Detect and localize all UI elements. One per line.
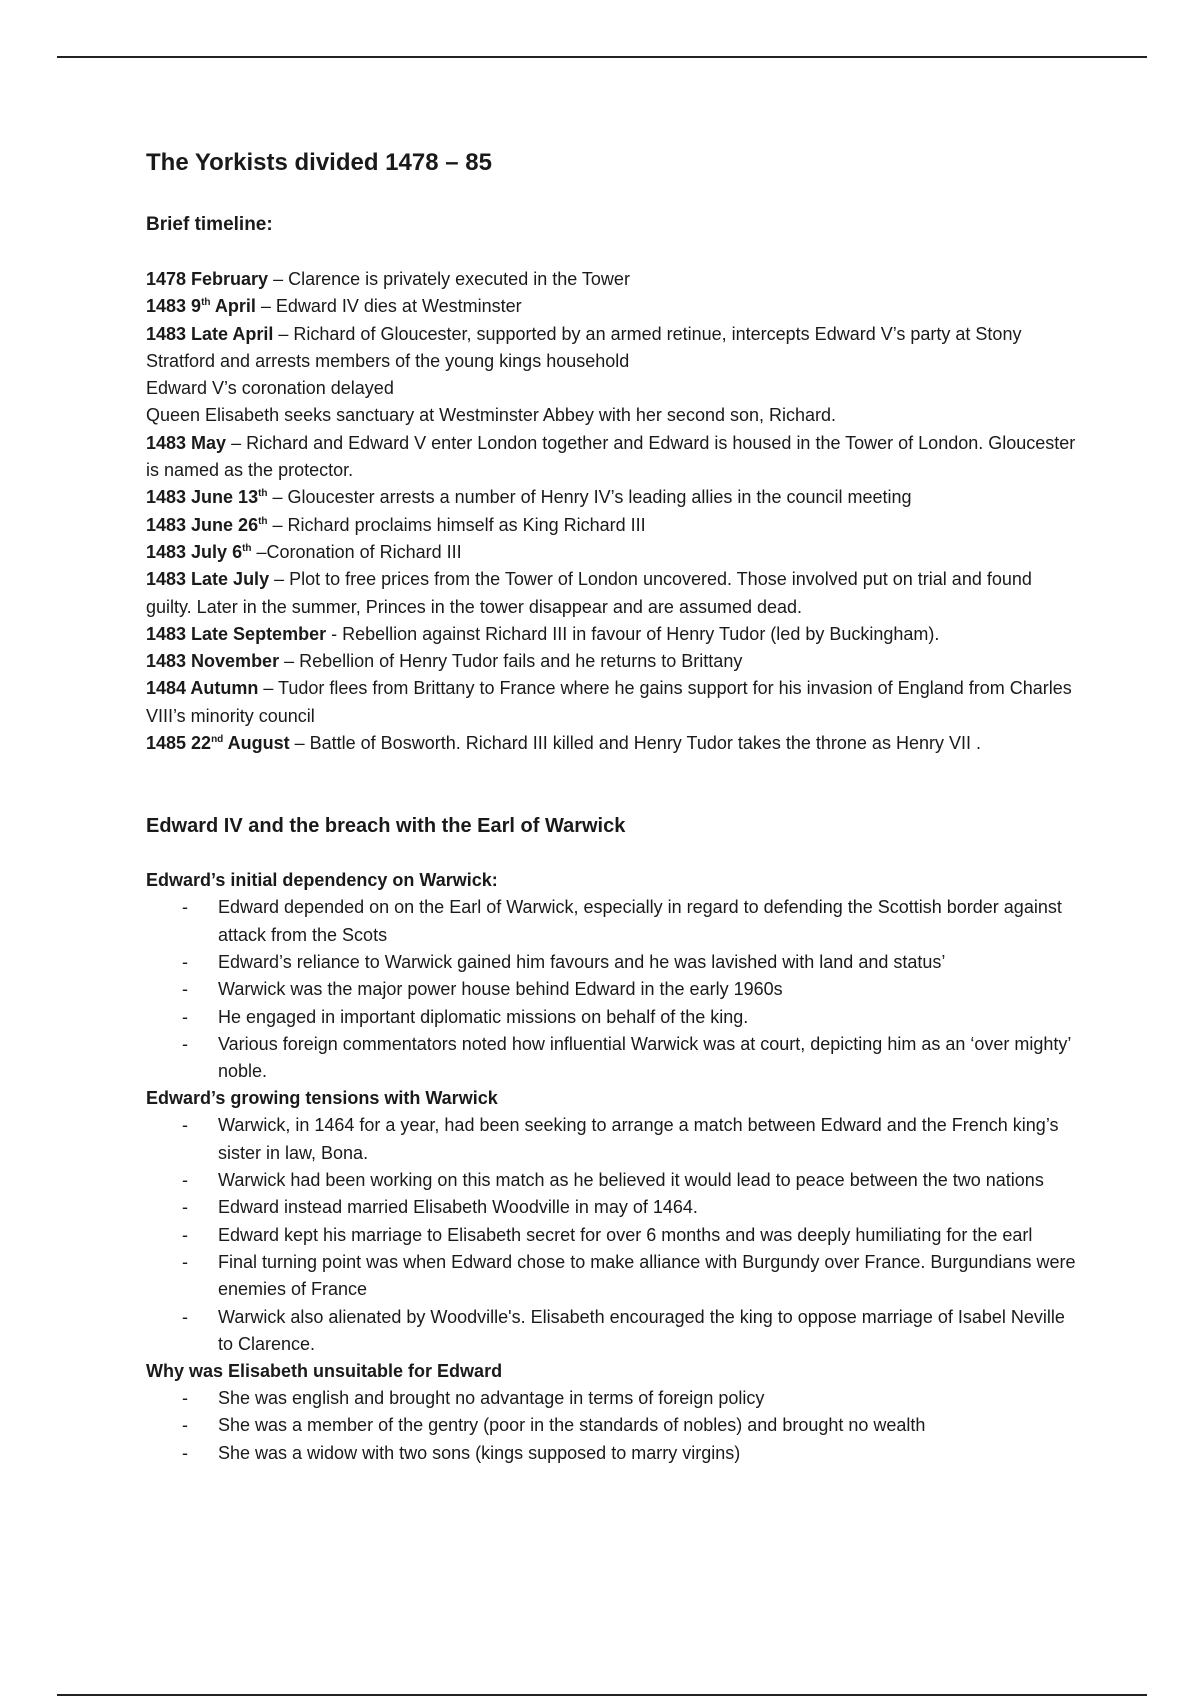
timeline-date: 1483 9th April	[146, 296, 256, 317]
timeline-entry	[146, 430, 1076, 485]
timeline-entry	[146, 484, 1076, 511]
timeline-heading: Brief timeline:	[146, 214, 273, 235]
timeline-entry	[146, 321, 1076, 376]
subsection-elisabeth-unsuitable	[146, 1358, 1076, 1467]
list-item: - Final turning point was when Edward chose to make alliance with Burgundy over France. Burgundians were enemies of France	[218, 1249, 1076, 1304]
timeline-text: – Clarence is privately executed in the Tower	[268, 269, 630, 289]
timeline-entry	[146, 512, 1076, 539]
list-item: - He engaged in important diplomatic missions on behalf of the king.	[218, 1004, 1076, 1031]
timeline-text: – Richard and Edward V enter London together and Edward is housed in the Tower of London. Gloucester is named as the protector.	[146, 432, 1076, 481]
list-item: - Edward kept his marriage to Elisabeth secret for over 6 months and was deeply humiliating for the earl	[218, 1222, 1076, 1249]
timeline-text: – Tudor flees from Brittany to France where he gains support for his invasion of England from Charles VIII’s minority council	[146, 678, 1072, 726]
timeline-date: 1483 June 26th	[146, 514, 268, 535]
timeline-entry	[146, 730, 1076, 757]
header-rule	[57, 56, 1147, 58]
timeline-entry	[146, 566, 1076, 621]
subsection-initial-dependency	[146, 867, 1076, 1085]
list-item: - Warwick had been working on this match as he believed it would lead to peace between the two nations	[218, 1167, 1076, 1194]
timeline-date: 1483 Late July	[146, 569, 270, 590]
list-item: - She was a member of the gentry (poor in the standards of nobles) and brought no wealth	[218, 1412, 1076, 1439]
section-title: Edward IV and the breach with the Earl of Warwick	[146, 815, 626, 838]
footer-rule	[57, 1694, 1147, 1696]
timeline-date: 1485 22nd August	[146, 733, 290, 754]
timeline-entry	[146, 375, 1076, 402]
timeline-text: – Plot to free prices from the Tower of London uncovered. Those involved put on trial and found guilty. Later in the summer, Princes in the tower disappear and are assumed dead.	[146, 569, 1032, 617]
document-body	[146, 146, 1076, 1467]
timeline-date: 1483 November	[146, 651, 280, 672]
timeline-text: – Richard proclaims himself as King Richard III	[267, 514, 646, 535]
list-item: - Various foreign commentators noted how influential Warwick was at court, depicting him as an ‘over mighty’ noble.	[218, 1031, 1076, 1086]
timeline-date: 1483 July 6th	[146, 541, 252, 562]
list-item: - Edward’s reliance to Warwick gained him favours and he was lavished with land and status’	[218, 949, 1076, 976]
subsection-heading: Why was Elisabeth unsuitable for Edward	[146, 1361, 503, 1382]
timeline-entry	[146, 293, 1076, 320]
list-item: - She was a widow with two sons (kings supposed to marry virgins)	[218, 1440, 1076, 1467]
timeline-text: Queen Elisabeth seeks sanctuary at Westminster Abbey with her second son, Richard.	[146, 405, 837, 426]
timeline-text: – Edward IV dies at Westminster	[255, 296, 522, 317]
timeline-text: Edward V’s coronation delayed	[146, 378, 394, 399]
timeline-text: - Rebellion against Richard III in favour of Henry Tudor (led by Buckingham).	[326, 623, 940, 644]
timeline	[146, 266, 1076, 757]
list-item: - Edward depended on on the Earl of Warwick, especially in regard to defending the Scottish border against attack from the Scots	[218, 894, 1076, 949]
list-item: - Warwick also alienated by Woodville's. Elisabeth encouraged the king to oppose marriage of Isabel Neville to Clarence.	[218, 1304, 1076, 1359]
timeline-entry	[146, 539, 1076, 566]
timeline-date: 1483 May	[146, 432, 227, 453]
list-item: - She was english and brought no advantage in terms of foreign policy	[218, 1385, 1076, 1412]
page-title: The Yorkists divided 1478 – 85	[146, 149, 492, 176]
timeline-date: 1483 June 13th	[146, 487, 268, 508]
timeline-entry	[146, 621, 1076, 648]
subsection-growing-tensions	[146, 1085, 1076, 1358]
timeline-text: –Coronation of Richard III	[251, 541, 462, 562]
subsection-heading: Edward’s growing tensions with Warwick	[146, 1088, 498, 1109]
timeline-date: 1478 February	[146, 269, 269, 289]
timeline-date: 1483 Late September	[146, 623, 327, 644]
timeline-date: 1484 Autumn	[146, 678, 259, 699]
list-item: - Edward instead married Elisabeth Woodville in may of 1464.	[218, 1194, 1076, 1221]
timeline-entry	[146, 648, 1076, 675]
timeline-text: – Gloucester arrests a number of Henry IV’s leading allies in the council meeting	[267, 487, 912, 508]
subsection-heading: Edward’s initial dependency on Warwick:	[146, 870, 498, 891]
bullet-list	[146, 1385, 1076, 1467]
bullet-list	[146, 894, 1076, 1085]
list-item: - Warwick was the major power house behind Edward in the early 1960s	[218, 976, 1076, 1003]
timeline-entry	[146, 266, 1076, 293]
timeline-entry	[146, 402, 1076, 429]
timeline-entry	[146, 675, 1076, 730]
bullet-list	[146, 1112, 1076, 1358]
timeline-text: – Richard of Gloucester, supported by an armed retinue, intercepts Edward V’s party at Stony Stratford and arrests members of the young kings household	[146, 323, 1022, 371]
timeline-text: – Rebellion of Henry Tudor fails and he returns to Brittany	[279, 651, 743, 672]
timeline-text: – Battle of Bosworth. Richard III killed and Henry Tudor takes the throne as Henry VII .	[289, 733, 981, 754]
timeline-date: 1483 Late April	[146, 323, 274, 344]
list-item: - Warwick, in 1464 for a year, had been seeking to arrange a match between Edward and the French king’s sister in law, Bona.	[218, 1112, 1076, 1167]
